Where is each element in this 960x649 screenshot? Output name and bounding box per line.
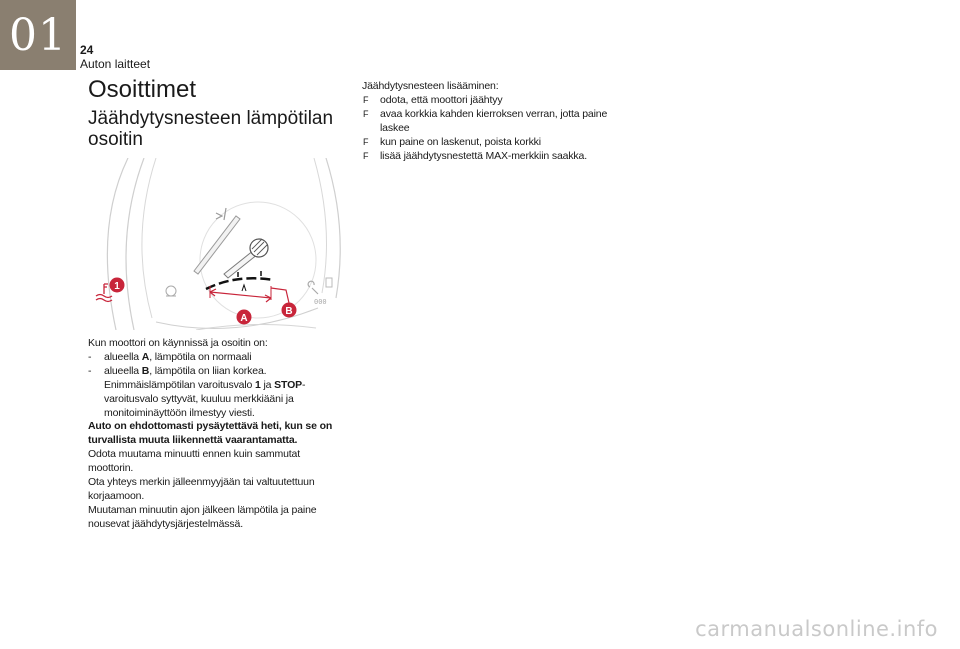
paragraph-wait: Odota muutama minuutti ennen kuin sammutat moottorin. — [88, 448, 300, 475]
wrench-icon — [308, 281, 318, 294]
section-subtitle: Jäähdytysnesteen lämpötilan osoitin — [88, 108, 334, 150]
warning-text: Auto on ehdottomasti pysäytettävä heti, kun se on turvallista muuta liikennettä vaarantamatta. — [88, 420, 333, 447]
list-item-zone-b: - alueella B, lämpötila on liian korkea. Enimmäislämpötilan varoitusvalo 1 ja STOP-varoitusvalo syttyvät, kuuluu merkkiääni ja monitoiminäyttöön ilmestyy viesti. — [88, 364, 306, 419]
callout-a-label: A — [240, 313, 248, 324]
intro-text: Kun moottori on käynnissä ja osoitin on: — [88, 337, 268, 349]
gauge-illustration — [86, 158, 344, 330]
callout-b — [282, 303, 297, 318]
bullet-arrow-icon: F — [363, 108, 369, 119]
paragraph-contact: Ota yhteys merkin jälleenmyyjään tai valtuutettuun korjaamoon. — [88, 476, 315, 502]
bullet-arrow-icon: F — [363, 150, 369, 161]
fuel-pump-icon — [326, 278, 332, 287]
list-item: F odota, että moottori jäähtyy — [363, 93, 503, 106]
chapter-tab — [0, 0, 76, 70]
page-title: Osoittimet — [88, 76, 197, 103]
left-column — [88, 337, 344, 532]
bullet-arrow-icon: F — [363, 94, 369, 105]
list-item: F kun paine on laskenut, poista korkki — [363, 135, 541, 148]
callout-b-label: B — [285, 306, 293, 317]
watermark: carmanualsonline.info — [695, 617, 938, 641]
page-number: 24 — [80, 43, 94, 57]
topup-heading: Jäähdytysnesteen lisääminen: — [362, 80, 499, 92]
list-item-zone-a: - alueella A, lämpötila on normaali — [88, 350, 252, 363]
callout-1-label: 1 — [114, 281, 120, 292]
engine-symbol-icon — [166, 286, 176, 296]
gauge-digits: 000 — [314, 298, 327, 306]
section-name: Auton laitteet — [80, 57, 151, 71]
gauge-svg — [86, 158, 344, 330]
right-column — [362, 80, 622, 163]
turn-indicator-icon — [216, 208, 226, 220]
chapter-number: 01 — [9, 9, 67, 61]
callout-1 — [110, 278, 125, 293]
paragraph-pressure: Muutaman minuutin ajon jälkeen lämpötila ja paine nousevat jäähdytysjärjestelmässä. — [88, 503, 317, 530]
bullet-arrow-icon: F — [363, 136, 369, 147]
list-item: F lisää jäähdytysnestettä MAX-merkkiin saakka. — [363, 149, 587, 162]
list-item: F avaa korkkia kahden kierroksen verran, jotta paine laskee — [363, 107, 608, 134]
callout-a — [237, 310, 252, 325]
